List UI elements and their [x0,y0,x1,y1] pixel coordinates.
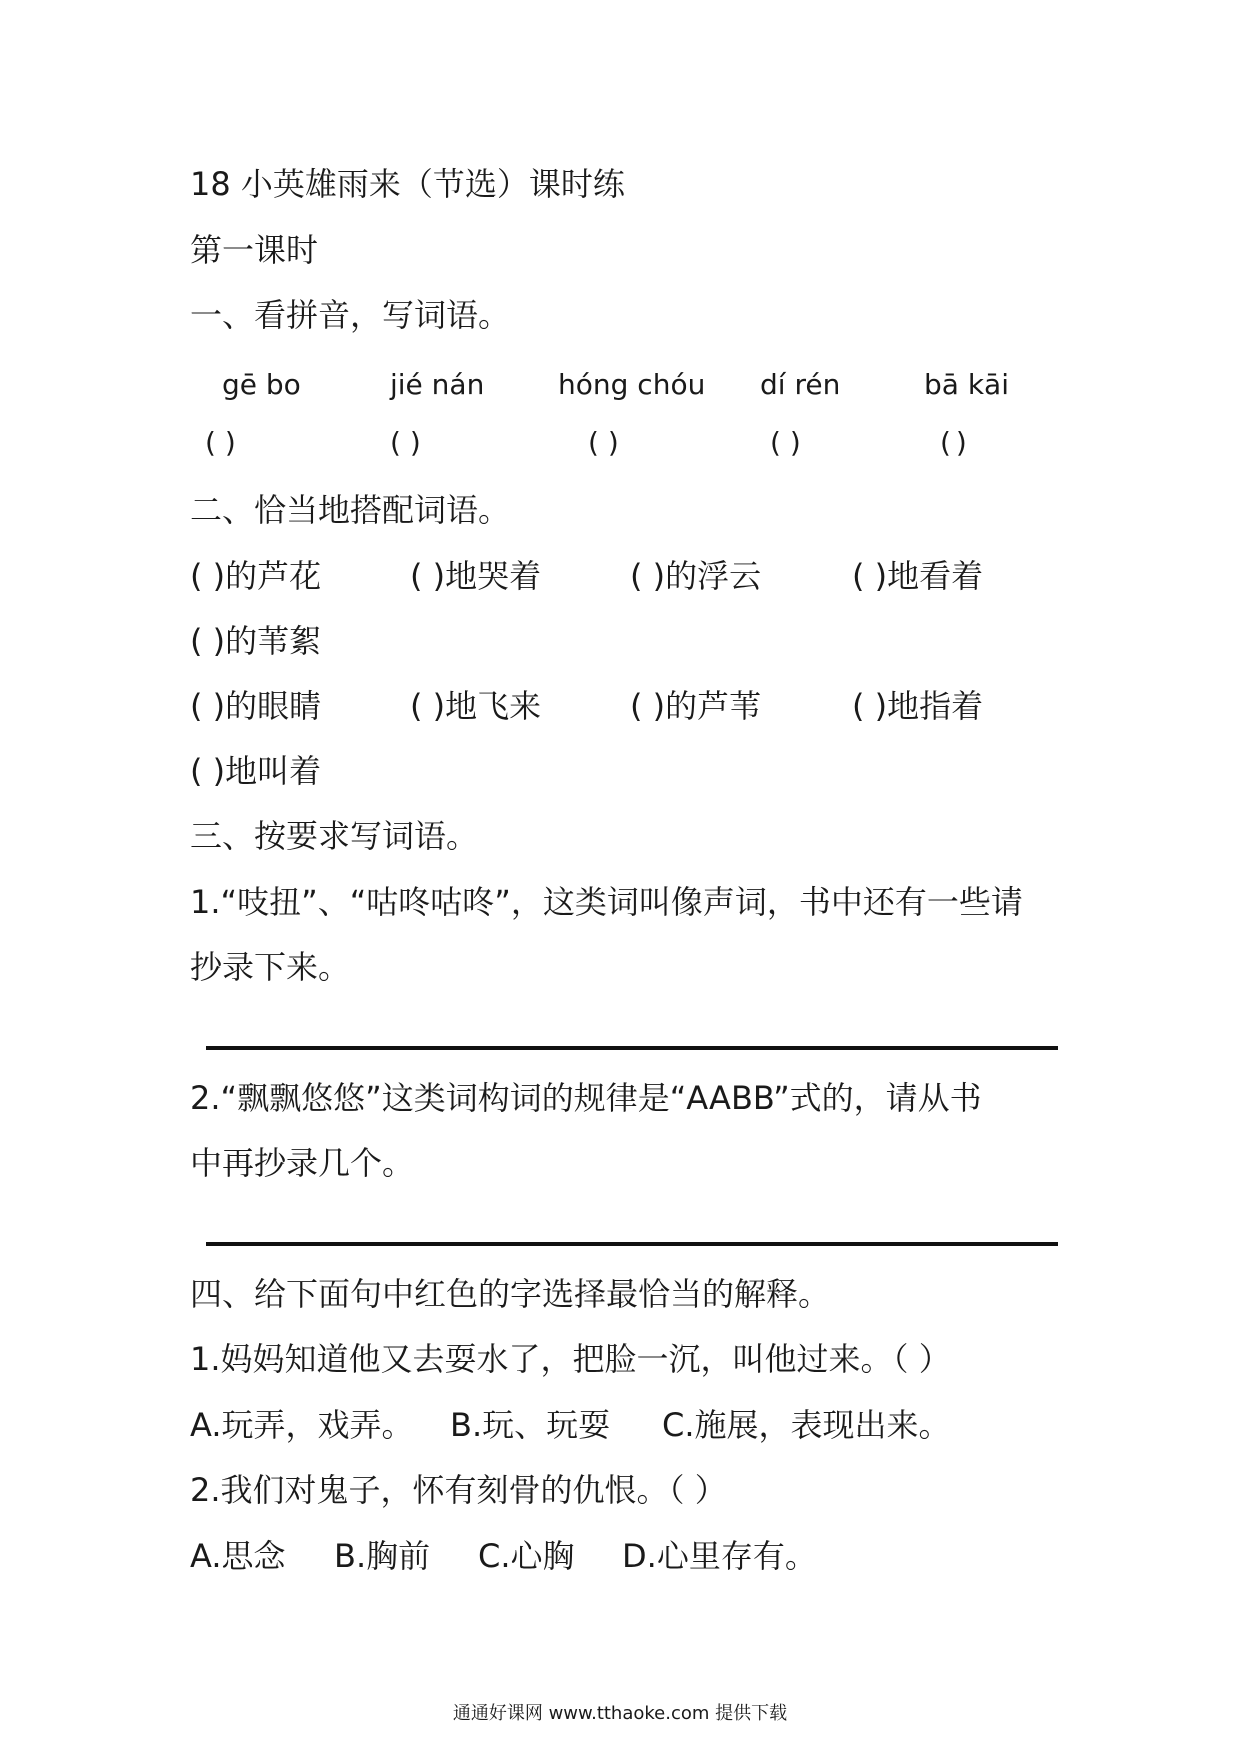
match-item[interactable]: ( )地飞来 [410,687,542,725]
footer-credit: 通通好课网 www.tthaoke.com 提供下载 [452,1703,788,1724]
question-3-2-line1: 2.“飘飘悠悠”这类词构词的规律是“AABB”式的，请从书 [190,1079,982,1117]
match-item[interactable]: ( )的眼睛 [190,687,322,725]
option-b[interactable]: B.玩、玩耍 [450,1406,611,1444]
match-item[interactable]: ( )地哭着 [410,557,542,595]
question-3-2-line2: 中再抄录几个。 [190,1144,415,1182]
section2-heading: 二、恰当地搭配词语。 [190,491,511,529]
match-item[interactable]: ( )地指着 [852,687,984,725]
match-item[interactable]: ( )的芦苇 [630,687,762,725]
match-item[interactable]: ( )的浮云 [630,557,762,595]
question-3-1-line1: 1.“吱扭”、“咕咚咕咚”，这类词叫像声词，书中还有一些请 [190,883,1023,921]
pinyin-5: bā kāi [924,368,1009,401]
option-c[interactable]: C.施展，表现出来。 [662,1406,951,1444]
page-title: 18 小英雄雨来（节选）课时练 [190,165,625,203]
lesson-label: 第一课时 [190,231,319,269]
answer-line-3-2[interactable] [206,1242,1058,1246]
question-4-2: 2.我们对鬼子，怀有刻骨的仇恨。（ ） [190,1471,727,1509]
option-d[interactable]: D.心里存有。 [622,1537,817,1575]
option-a[interactable]: A.思念 [190,1537,286,1575]
answer-blank-3[interactable]: ( ) [588,426,619,459]
question-4-1: 1.妈妈知道他又去耍水了，把脸一沉，叫他过来。（ ） [190,1340,951,1378]
question-3-1-line2: 抄录下来。 [190,948,351,986]
pinyin-2: jié nán [390,368,485,401]
pinyin-3: hóng chóu [558,368,706,401]
match-item[interactable]: ( )的苇絮 [190,622,322,660]
section3-heading: 三、按要求写词语。 [190,817,479,855]
pinyin-4: dí rén [760,368,841,401]
option-c[interactable]: C.心胸 [478,1537,575,1575]
section4-heading: 四、给下面句中红色的字选择最恰当的解释。 [190,1275,831,1313]
match-item[interactable]: ( )地叫着 [190,752,322,790]
answer-blank-1[interactable]: ( ) [205,426,236,459]
answer-line-3-1[interactable] [206,1046,1058,1050]
option-a[interactable]: A.玩弄，戏弄。 [190,1406,414,1444]
pinyin-1: gē bo [222,368,301,401]
option-b[interactable]: B.胸前 [334,1537,431,1575]
section1-heading: 一、看拼音，写词语。 [190,296,511,334]
answer-blank-4[interactable]: ( ) [770,426,801,459]
answer-blank-5[interactable]: ( ) [940,426,965,459]
match-item[interactable]: ( )的芦花 [190,557,322,595]
match-item[interactable]: ( )地看着 [852,557,984,595]
answer-blank-2[interactable]: ( ) [390,426,421,459]
